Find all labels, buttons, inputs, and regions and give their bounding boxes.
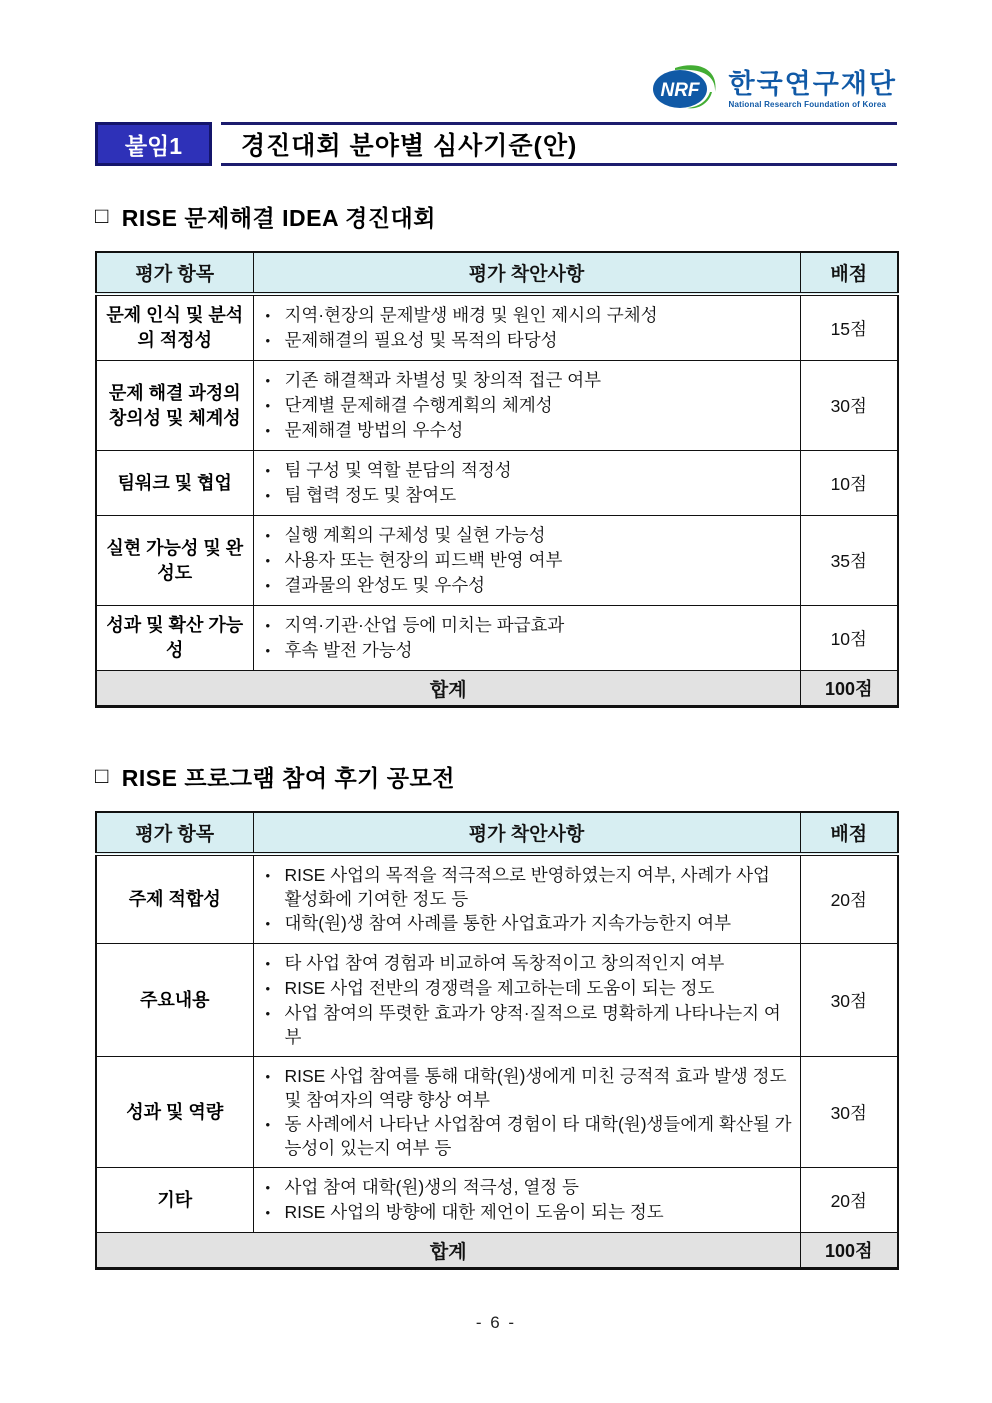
item-cell: 문제 해결 과정의 창의성 및 체계성 [96, 361, 253, 451]
bullet-icon: • [265, 868, 271, 883]
bullet-icon: • [265, 528, 271, 543]
bullet-icon: • [265, 423, 271, 438]
total-row [96, 1233, 898, 1269]
score-cell: 20점 [800, 1168, 898, 1233]
criteria-text: 사업 참여 대학(원)생의 적극성, 열정 등 [284, 1177, 579, 1197]
logo-english-name: National Research Foundation of Korea [728, 99, 887, 109]
score-cell: 30점 [800, 1057, 898, 1168]
section-heading-review-contest [95, 760, 897, 793]
criteria-text: 지역·기관·산업 등에 미치는 파급효과 [284, 615, 565, 635]
bullet-icon: • [265, 981, 271, 996]
score-cell: 15점 [800, 294, 898, 361]
item-cell: 주제 적합성 [96, 854, 253, 944]
criteria-text: RISE 사업의 방향에 대한 제언이 도움이 되는 정도 [284, 1202, 664, 1222]
score-cell: 30점 [800, 361, 898, 451]
item-cell: 팀워크 및 협업 [96, 451, 253, 516]
criteria-text: 사용자 또는 현장의 피드백 반영 여부 [284, 550, 563, 570]
criteria-text: RISE 사업의 목적을 적극적으로 반영하였는지 여부, 사례가 사업 활성화에 기여한 정도 등 [284, 865, 770, 909]
nrf-emblem-icon [649, 62, 721, 117]
item-cell: 성과 및 역량 [96, 1057, 253, 1168]
bullet-icon: • [265, 578, 271, 593]
total-score: 100점 [800, 671, 898, 707]
bullet-icon: • [265, 1006, 271, 1021]
section-heading-label: RISE 프로그램 참여 후기 공모전 [121, 765, 455, 791]
bullet-icon: • [265, 956, 271, 971]
column-header-points: 배점 [800, 812, 898, 854]
total-row [96, 671, 898, 707]
table-row [96, 451, 898, 516]
bullet-icon: • [265, 398, 271, 413]
svg-text:NRF: NRF [659, 80, 700, 101]
item-cell: 기타 [96, 1168, 253, 1233]
square-marker-icon: □ [95, 762, 109, 788]
bullet-icon: • [265, 553, 271, 568]
column-header-points: 배점 [800, 252, 898, 294]
total-label: 합계 [96, 671, 800, 707]
criteria-text: 단계별 문제해결 수행계획의 체계성 [284, 395, 553, 415]
table-header-row [96, 252, 898, 294]
evaluation-table-idea-contest [95, 251, 899, 708]
bullet-icon: • [265, 488, 271, 503]
attachment-banner [95, 122, 897, 166]
criteria-text: RISE 사업 전반의 경쟁력을 제고하는데 도움이 되는 정도 [284, 978, 715, 998]
criteria-text: 후속 발전 가능성 [284, 640, 413, 660]
total-label: 합계 [96, 1233, 800, 1269]
criteria-text: 실행 계획의 구체성 및 실현 가능성 [284, 525, 546, 545]
criteria-cell [253, 854, 800, 944]
criteria-text: 기존 해결책과 차별성 및 창의적 접근 여부 [284, 370, 602, 390]
table-row [96, 1057, 898, 1168]
table-header-row [96, 812, 898, 854]
criteria-cell [253, 1057, 800, 1168]
page-title: 경진대회 분야별 심사기준(안) [221, 122, 897, 166]
logo-korean-name: 한국연구재단 [728, 68, 897, 99]
criteria-text: 타 사업 참여 경험과 비교하여 독창적이고 창의적인지 여부 [284, 953, 725, 973]
nrf-logo [649, 62, 898, 117]
score-cell: 10점 [800, 606, 898, 671]
criteria-text: 사업 참여의 뚜렷한 효과가 양적·질적으로 명확하게 나타나는지 여부 [284, 1003, 781, 1047]
criteria-text: 팀 구성 및 역할 분담의 적정성 [284, 460, 512, 480]
section-heading-idea-contest [95, 200, 897, 233]
logo-row [95, 0, 897, 117]
item-cell: 문제 인식 및 분석의 적정성 [96, 294, 253, 361]
bullet-icon: • [265, 1205, 271, 1220]
score-cell: 30점 [800, 944, 898, 1057]
criteria-text: 결과물의 완성도 및 우수성 [284, 575, 486, 595]
column-header-criteria: 평가 착안사항 [253, 252, 800, 294]
criteria-text: 동 사례에서 나타난 사업참여 경험이 타 대학(원)생들에게 확산될 가능성이 있는지 여부 등 [284, 1114, 792, 1158]
evaluation-table-review-contest [95, 811, 899, 1270]
criteria-cell [253, 451, 800, 516]
section-heading-label: RISE 문제해결 IDEA 경진대회 [121, 205, 436, 231]
bullet-icon: • [265, 1117, 271, 1132]
bullet-icon: • [265, 463, 271, 478]
item-cell: 주요내용 [96, 944, 253, 1057]
score-cell: 35점 [800, 516, 898, 606]
criteria-cell [253, 361, 800, 451]
bullet-icon: • [265, 1069, 271, 1084]
table-row [96, 1168, 898, 1233]
criteria-text: 지역·현장의 문제발생 배경 및 원인 제시의 구체성 [284, 305, 658, 325]
table-row [96, 361, 898, 451]
score-cell: 10점 [800, 451, 898, 516]
square-marker-icon: □ [95, 202, 109, 228]
criteria-text: 대학(원)생 참여 사례를 통한 사업효과가 지속가능한지 여부 [284, 913, 732, 933]
criteria-cell [253, 516, 800, 606]
table-row [96, 854, 898, 944]
attachment-badge: 붙임1 [95, 122, 212, 166]
column-header-criteria: 평가 착안사항 [253, 812, 800, 854]
criteria-cell [253, 606, 800, 671]
logo-text [728, 68, 898, 109]
bullet-icon: • [265, 618, 271, 633]
table-row [96, 294, 898, 361]
column-header-item: 평가 항목 [96, 252, 253, 294]
criteria-text: 문제해결 방법의 우수성 [284, 420, 464, 440]
criteria-cell [253, 294, 800, 361]
table-row [96, 944, 898, 1057]
item-cell: 실현 가능성 및 완성도 [96, 516, 253, 606]
bullet-icon: • [265, 1180, 271, 1195]
table-row [96, 606, 898, 671]
bullet-icon: • [265, 643, 271, 658]
bullet-icon: • [265, 308, 271, 323]
criteria-text: RISE 사업 참여를 통해 대학(원)생에게 미친 긍적적 효과 발생 정도 및 참여자의 역량 향상 여부 [284, 1066, 787, 1110]
bullet-icon: • [265, 916, 271, 931]
criteria-cell [253, 944, 800, 1057]
score-cell: 20점 [800, 854, 898, 944]
page-number: - 6 - [475, 1313, 517, 1332]
column-header-item: 평가 항목 [96, 812, 253, 854]
criteria-text: 팀 협력 정도 및 참여도 [284, 485, 457, 505]
bullet-icon: • [265, 333, 271, 348]
total-score: 100점 [800, 1233, 898, 1269]
criteria-cell [253, 1168, 800, 1233]
bullet-icon: • [265, 373, 271, 388]
criteria-text: 문제해결의 필요성 및 목적의 타당성 [284, 330, 558, 350]
table-row [96, 516, 898, 606]
item-cell: 성과 및 확산 가능성 [96, 606, 253, 671]
